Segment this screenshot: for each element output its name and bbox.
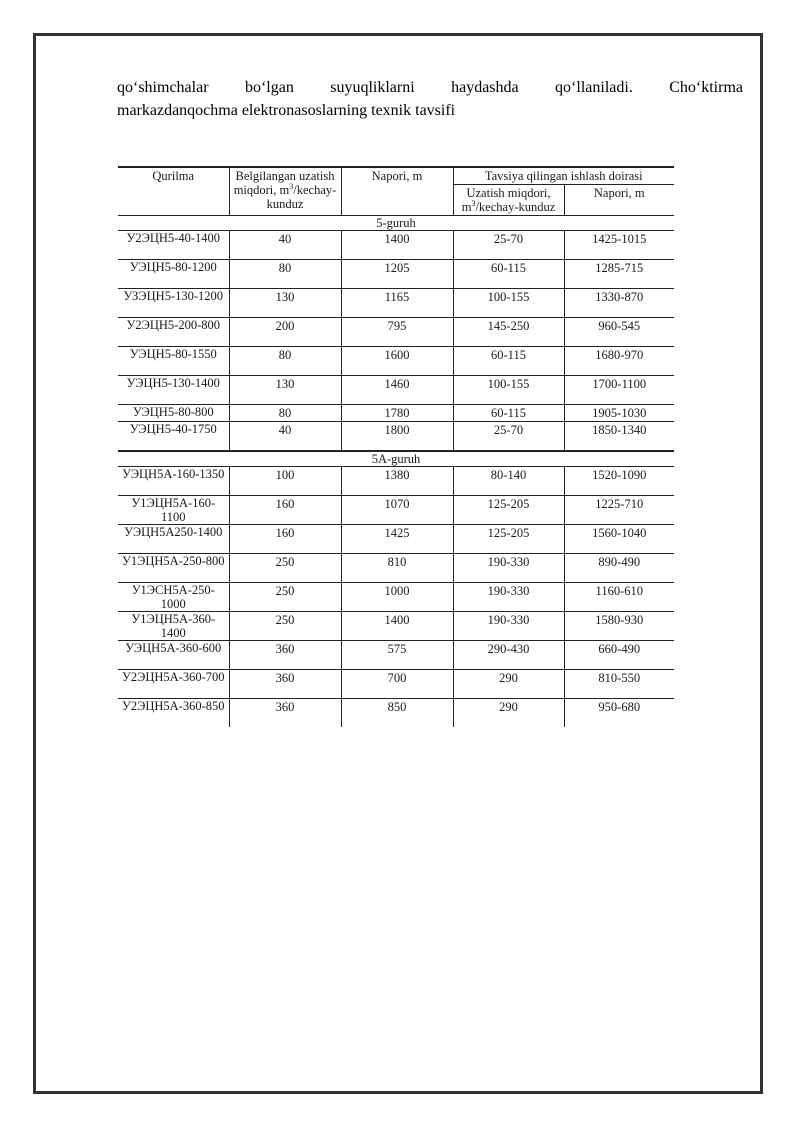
- cell-napori: 1780: [341, 405, 453, 422]
- cell-uzatish-range: 290: [453, 670, 564, 699]
- cell-napori-range: 1700-1100: [564, 376, 674, 405]
- cell-belgilangan: 80: [229, 405, 341, 422]
- intro-line-2: markazdanqochma elektronasoslarning texnik tavsifi: [117, 102, 456, 119]
- cell-uzatish-range: 60-115: [453, 347, 564, 376]
- table-row: [118, 612, 674, 641]
- cell-qurilma: У2ЭЦН5А-360-700: [118, 670, 229, 699]
- cell-napori: 1380: [341, 467, 453, 496]
- table-row: [118, 405, 674, 422]
- group-title: 5A-guruh: [118, 451, 674, 467]
- cell-belgilangan: 130: [229, 376, 341, 405]
- intro-paragraph: [117, 76, 743, 122]
- subheader-uzatish: Uzatish miqdori, $m^3/kechay$-kunduz: [453, 185, 564, 216]
- group-title: 5-guruh: [118, 216, 674, 231]
- cell-napori: 1460: [341, 376, 453, 405]
- cell-belgilangan: 160: [229, 525, 341, 554]
- cell-belgilangan: 40: [229, 422, 341, 452]
- intro-line-1: qo‘shimchalar bo‘lgan suyuqliklarni haydashda qo‘llaniladi. Cho‘ktirma: [117, 79, 743, 96]
- cell-uzatish-range: 190-330: [453, 554, 564, 583]
- table-row: [118, 467, 674, 496]
- cell-napori: 700: [341, 670, 453, 699]
- table-row: [118, 525, 674, 554]
- cell-napori-range: 1520-1090: [564, 467, 674, 496]
- cell-napori-range: 1850-1340: [564, 422, 674, 452]
- cell-napori: 1600: [341, 347, 453, 376]
- group-row: [118, 451, 674, 467]
- cell-napori-range: 1560-1040: [564, 525, 674, 554]
- cell-belgilangan: 360: [229, 670, 341, 699]
- header-qurilma: Qurilma: [118, 167, 229, 216]
- cell-qurilma: УЭЦН5-40-1750: [118, 422, 229, 452]
- cell-napori: 795: [341, 318, 453, 347]
- pump-spec-table: [118, 166, 674, 727]
- cell-belgilangan: 250: [229, 583, 341, 612]
- cell-uzatish-range: 190-330: [453, 612, 564, 641]
- cell-qurilma: У2ЭЦН5-200-800: [118, 318, 229, 347]
- cell-belgilangan: 360: [229, 641, 341, 670]
- cell-uzatish-range: 290-430: [453, 641, 564, 670]
- cell-uzatish-range: 100-155: [453, 289, 564, 318]
- cell-belgilangan: 80: [229, 260, 341, 289]
- cell-napori-range: 1680-970: [564, 347, 674, 376]
- cell-napori: 1400: [341, 612, 453, 641]
- cell-belgilangan: 200: [229, 318, 341, 347]
- table-row: [118, 496, 674, 525]
- table-row: [118, 376, 674, 405]
- cell-napori: 850: [341, 699, 453, 728]
- cell-belgilangan: 160: [229, 496, 341, 525]
- cell-uzatish-range: 290: [453, 699, 564, 728]
- cell-uzatish-range: 125-205: [453, 496, 564, 525]
- group-row: [118, 216, 674, 231]
- cell-napori-range: 1160-610: [564, 583, 674, 612]
- table-row: [118, 554, 674, 583]
- cell-napori-range: 1580-930: [564, 612, 674, 641]
- cell-napori-range: 810-550: [564, 670, 674, 699]
- cell-qurilma: УЭЦН5А-360-600: [118, 641, 229, 670]
- cell-uzatish-range: 145-250: [453, 318, 564, 347]
- cell-belgilangan: 130: [229, 289, 341, 318]
- cell-uzatish-range: 190-330: [453, 583, 564, 612]
- cell-uzatish-range: 25-70: [453, 231, 564, 260]
- cell-napori: 1425: [341, 525, 453, 554]
- cell-napori-range: 1425-1015: [564, 231, 674, 260]
- cell-napori: 1000: [341, 583, 453, 612]
- cell-napori: 575: [341, 641, 453, 670]
- cell-napori-range: 1225-710: [564, 496, 674, 525]
- table-row: [118, 699, 674, 728]
- cell-qurilma: УЭЦН5А250-1400: [118, 525, 229, 554]
- cell-napori: 1205: [341, 260, 453, 289]
- cell-qurilma: УЭЦН5А-160-1350: [118, 467, 229, 496]
- cell-qurilma: У2ЭЦН5-40-1400: [118, 231, 229, 260]
- cell-qurilma: У1ЭЦН5А-160-1100: [118, 496, 229, 525]
- cell-napori-range: 960-545: [564, 318, 674, 347]
- subheader-napori: Napori, m: [564, 185, 674, 216]
- cell-napori: 1070: [341, 496, 453, 525]
- cell-napori: 1800: [341, 422, 453, 452]
- table-row: [118, 260, 674, 289]
- cell-belgilangan: 40: [229, 231, 341, 260]
- table-row: [118, 347, 674, 376]
- cell-qurilma: У1ЭЦН5А-360-1400: [118, 612, 229, 641]
- cell-qurilma: УЗЭЦН5-130-1200: [118, 289, 229, 318]
- cell-qurilma: У1ЭЦН5А-250-800: [118, 554, 229, 583]
- cell-uzatish-range: 60-115: [453, 260, 564, 289]
- table-body: [118, 216, 674, 728]
- cell-uzatish-range: 25-70: [453, 422, 564, 452]
- cell-napori: 810: [341, 554, 453, 583]
- cell-belgilangan: 360: [229, 699, 341, 728]
- cell-napori-range: 660-490: [564, 641, 674, 670]
- cell-napori-range: 950-680: [564, 699, 674, 728]
- cell-qurilma: У1ЭСН5А-250-1000: [118, 583, 229, 612]
- table-row: [118, 289, 674, 318]
- cell-belgilangan: 250: [229, 554, 341, 583]
- table-row: [118, 422, 674, 452]
- table-row: [118, 318, 674, 347]
- cell-uzatish-range: 100-155: [453, 376, 564, 405]
- header-belgilangan: Belgilangan uzatish miqdori, $m^3/kechay$-kunduz: [229, 167, 341, 216]
- cell-napori-range: 1330-870: [564, 289, 674, 318]
- cell-belgilangan: 250: [229, 612, 341, 641]
- cell-napori-range: 1285-715: [564, 260, 674, 289]
- header-tavsiya: Tavsiya qilingan ishlash doirasi: [453, 167, 674, 185]
- cell-belgilangan: 100: [229, 467, 341, 496]
- cell-napori: 1400: [341, 231, 453, 260]
- cell-qurilma: УЭЦН5-80-1550: [118, 347, 229, 376]
- cell-qurilma: УЭЦН5-80-1200: [118, 260, 229, 289]
- cell-qurilma: У2ЭЦН5А-360-850: [118, 699, 229, 728]
- cell-napori: 1165: [341, 289, 453, 318]
- table-row: [118, 670, 674, 699]
- table-row: [118, 583, 674, 612]
- cell-napori-range: 1905-1030: [564, 405, 674, 422]
- header-napori: Napori, m: [341, 167, 453, 216]
- cell-napori-range: 890-490: [564, 554, 674, 583]
- table-row: [118, 641, 674, 670]
- table-row: [118, 231, 674, 260]
- cell-qurilma: УЭЦН5-80-800: [118, 405, 229, 422]
- cell-uzatish-range: 125-205: [453, 525, 564, 554]
- cell-qurilma: УЭЦН5-130-1400: [118, 376, 229, 405]
- cell-uzatish-range: 80-140: [453, 467, 564, 496]
- cell-uzatish-range: 60-115: [453, 405, 564, 422]
- cell-belgilangan: 80: [229, 347, 341, 376]
